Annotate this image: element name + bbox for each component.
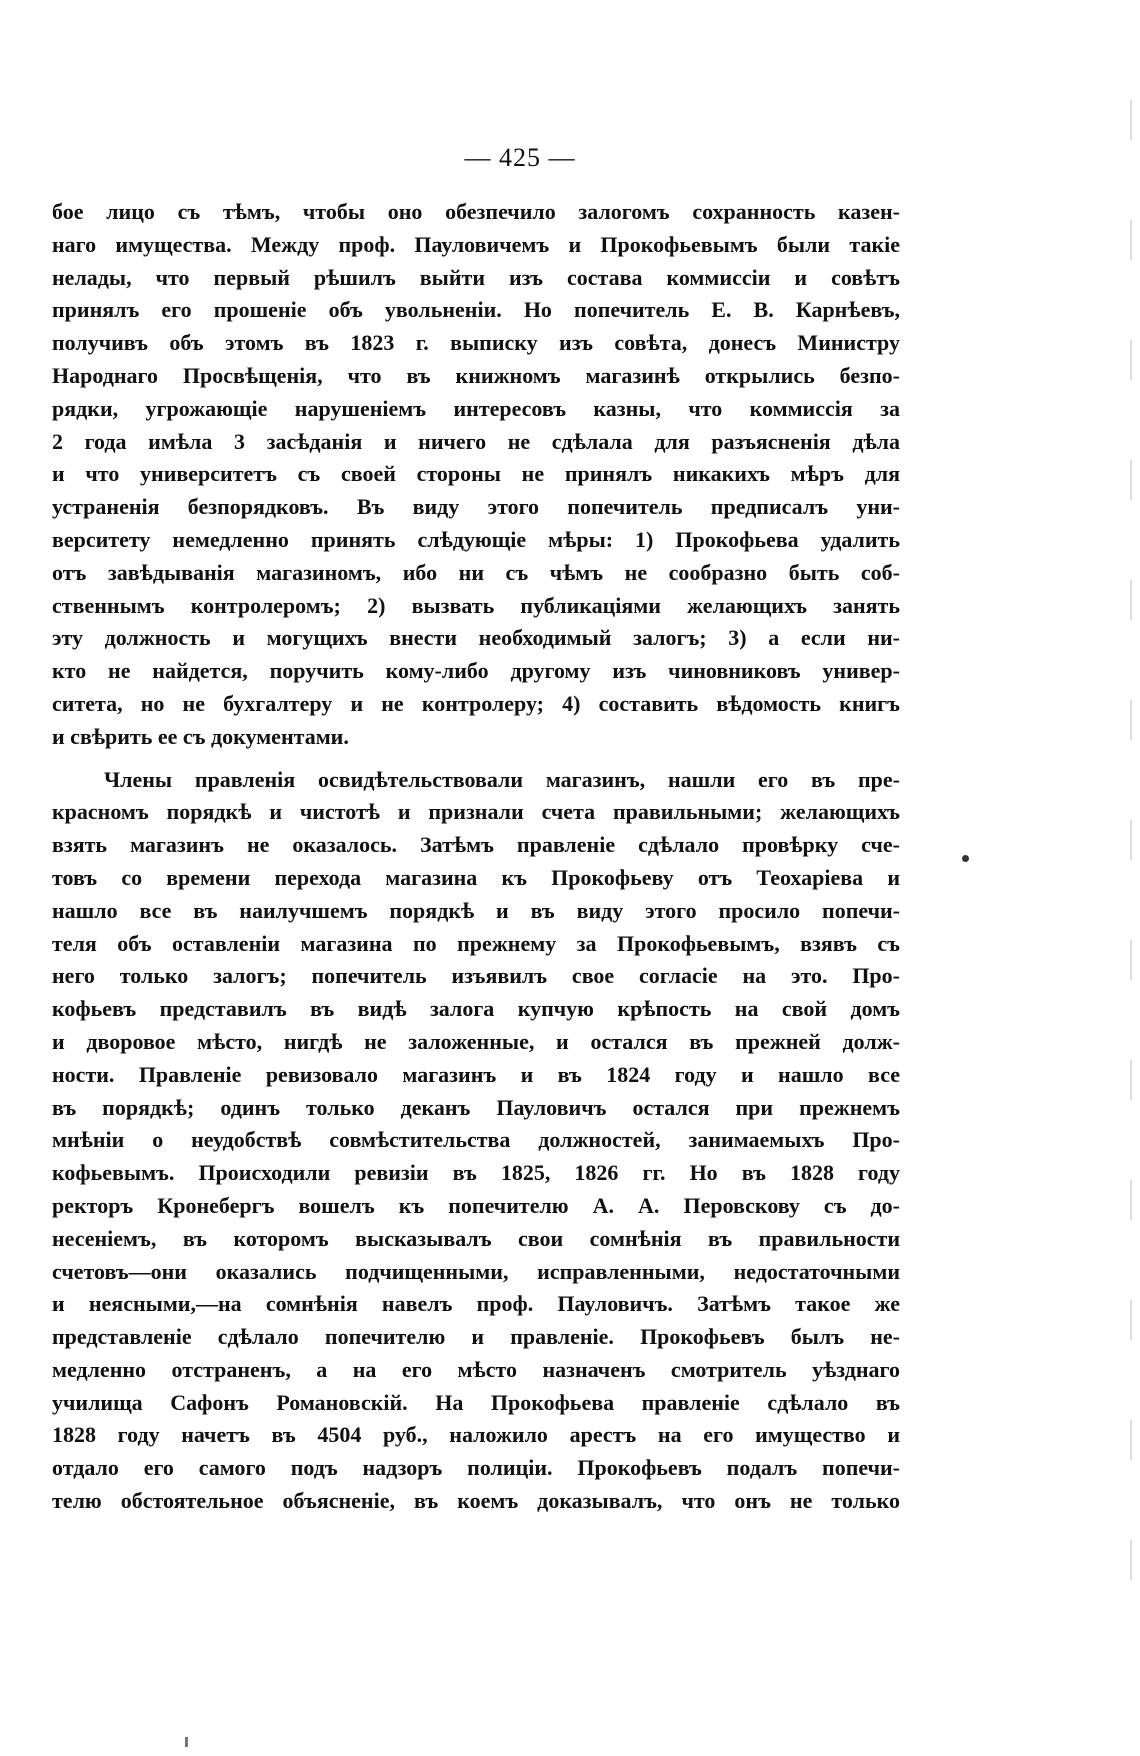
text-line: училища Сафонъ Романовскій. На Прокофьева правленіе сдѣлало въ xyxy=(52,1389,900,1415)
text-line: нашло все въ наилучшемъ порядкѣ и въ виду этого просило попечи- xyxy=(52,897,900,923)
text-line: эту должность и могущихъ внести необходимый залогъ; 3) а если ни- xyxy=(52,625,900,651)
text-line: отъ завѣдыванія магазиномъ, ибо ни съ чѣмъ не сообразно быть соб- xyxy=(52,559,900,585)
text-line: и дворовое мѣсто, нигдѣ не заложенные, и остался въ прежней долж- xyxy=(52,1028,900,1054)
text-line: телю обстоятельное объясненіе, въ коемъ доказывалъ, что онъ не только xyxy=(52,1488,900,1514)
text-line: теля объ оставленіи магазина по прежнему за Прокофьевымъ, взявъ съ xyxy=(52,930,900,956)
text-line: получивъ объ этомъ въ 1823 г. выписку изъ совѣта, донесъ Министру xyxy=(52,330,900,356)
text-line: отдало его самого подъ надзоръ полиціи. Прокофьевъ подалъ попечи- xyxy=(52,1455,900,1481)
text-line: товъ со времени перехода магазина къ Прокофьеву отъ Теохаріева и xyxy=(52,864,900,890)
text-line: ственнымъ контролеромъ; 2) вызвать публикаціями желающихъ занять xyxy=(52,592,900,618)
text-line: представленіе сдѣлало попечителю и правленіе. Прокофьевъ былъ не- xyxy=(52,1324,900,1350)
text-line: несеніемъ, въ которомъ высказывалъ свои сомнѣнія въ правильности xyxy=(52,1225,900,1251)
text-line: счетовъ—они оказались подчищенными, исправленными, недостаточными xyxy=(52,1258,900,1284)
paragraph-1 xyxy=(52,196,900,754)
scan-edge-marks xyxy=(1130,100,1132,1600)
text-line: 1828 году начетъ въ 4504 руб., наложило арестъ на его имущество и xyxy=(52,1422,900,1448)
text-line: бое лицо съ тѣмъ, чтобы оно обезпечило залогомъ сохранность казен- xyxy=(52,199,900,224)
text-line: и неясными,—на сомнѣнія навелъ проф. Пауловичъ. Затѣмъ такое же xyxy=(52,1291,900,1317)
text-line: и свѣрить ее съ документами. xyxy=(52,723,349,749)
text-line: Члены правленія освидѣтельствовали магазинъ, нашли его въ пре- xyxy=(104,766,900,792)
text-line: и что университетъ съ своей стороны не принялъ никакихъ мѣръ для xyxy=(52,461,900,487)
text-line: верситету немедленно принять слѣдующіе мѣры: 1) Прокофьева удалить xyxy=(52,526,900,552)
text-line: него только залогъ; попечитель изъявилъ свое согласіе на это. Про- xyxy=(52,963,900,989)
text-line: медленно отстраненъ, а на его мѣсто назначенъ смотритель уѣзднаго xyxy=(52,1356,900,1382)
margin-dot-mark xyxy=(962,855,969,862)
paragraph-gap xyxy=(52,754,900,764)
text-line: наго имущества. Между проф. Пауловичемъ и Прокофьевымъ были такіе xyxy=(52,231,900,257)
text-line: мнѣніи о неудобствѣ совмѣстительства должностей, занимаемыхъ Про- xyxy=(52,1127,900,1153)
text-line: кофьевъ представилъ въ видѣ залога купчую крѣпость на свой домъ xyxy=(52,996,900,1022)
text-line: 2 года имѣла 3 засѣданія и ничего не сдѣлала для разъясненія дѣла xyxy=(52,428,900,454)
body-text xyxy=(52,196,900,1518)
text-line: кофьевымъ. Происходили ревизіи въ 1825, 1826 гг. Но въ 1828 году xyxy=(52,1160,900,1186)
text-line: ности. Правленіе ревизовало магазинъ и въ 1824 году и нашло все xyxy=(52,1061,900,1087)
text-line: устраненія безпорядковъ. Въ виду этого попечитель предписалъ уни- xyxy=(52,494,900,520)
text-line: ситета, но не бухгалтеру и не контролеру; 4) составить вѣдомость книгъ xyxy=(52,690,900,716)
text-line: рядки, угрожающіе нарушеніемъ интересовъ казны, что коммиссія за xyxy=(52,395,900,421)
paragraph-2 xyxy=(52,764,900,1518)
text-line: ректоръ Кронебергъ вошелъ къ попечителю А. А. Перовскову съ до- xyxy=(52,1192,900,1218)
text-line: въ порядкѣ; одинъ только деканъ Пауловичъ остался при прежнемъ xyxy=(52,1094,900,1120)
text-line: красномъ порядкѣ и чистотѣ и признали счета правильными; желающихъ xyxy=(52,799,900,825)
text-line: Народнаго Просвѣщенія, что въ книжномъ магазинѣ открылись безпо- xyxy=(52,362,900,388)
text-line: взять магазинъ не оказалось. Затѣмъ правленіе сдѣлало провѣрку сче- xyxy=(52,832,900,858)
text-line: кто не найдется, поручить кому-либо другому изъ чиновниковъ универ- xyxy=(52,658,900,684)
text-line: принялъ его прошеніе объ увольненіи. Но попечитель Е. В. Карнѣевъ, xyxy=(52,297,900,323)
page-number: — 425 — xyxy=(464,143,576,172)
bottom-tick-mark xyxy=(185,1737,188,1747)
text-line: нелады, что первый рѣшилъ выйти изъ состава коммиссіи и совѣтъ xyxy=(52,264,900,290)
